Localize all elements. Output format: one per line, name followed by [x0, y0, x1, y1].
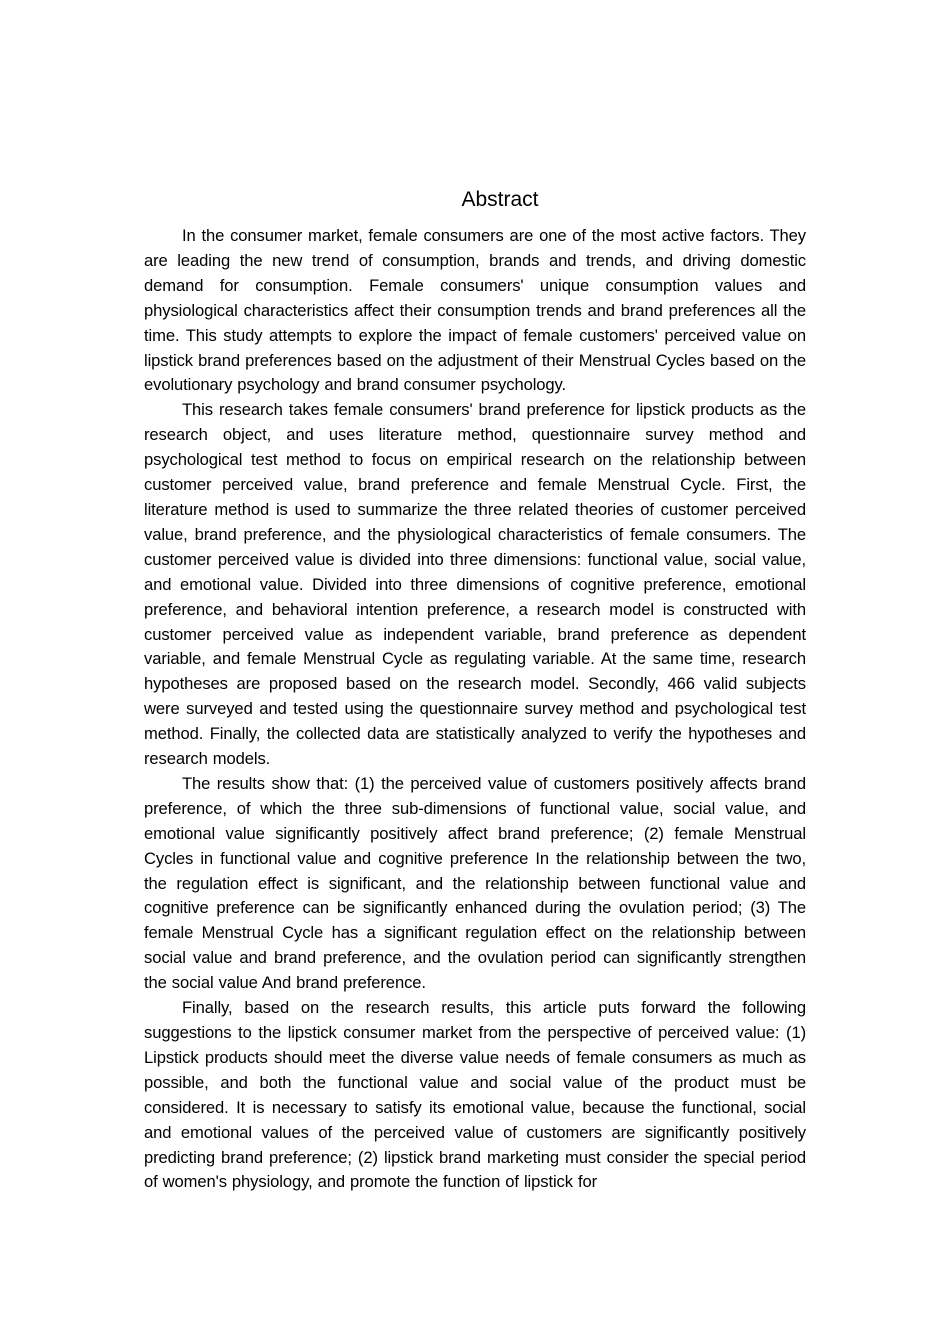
- abstract-title: Abstract: [461, 188, 539, 211]
- abstract-paragraph-2: This research takes female consumers' brand preference for lipstick products as the research object, and uses literature method, questionnaire survey method and psychological test method to focus on empirical research on the relationship between customer perceived value, brand preference and female Menstrual Cycle. First, the literature method is used to summarize the three related theories of customer perceived value, brand preference, and the physiological characteristics of female consumers. The customer perceived value is divided into three dimensions: functional value, social value, and emotional value. Divided into three dimensions of cognitive preference, emotional preference, and behavioral intention preference, a research model is constructed with customer perceived value as independent variable, brand preference as dependent variable, and female Menstrual Cycle as regulating variable. At the same time, research hypotheses are proposed based on the research model. Secondly, 466 valid subjects were surveyed and tested using the questionnaire survey method and psychological test method. Finally, the collected data are statistically analyzed to verify the hypotheses and research models.: [144, 400, 806, 769]
- abstract-paragraph-1: In the consumer market, female consumers are one of the most active factors. They are leading the new trend of consumption, brands and trends, and driving domestic demand for consumption. Female consumers' unique consumption values and physiological characteristics affect their consumption trends and brand preferences all the time. This study attempts to explore the impact of female customers' perceived value on lipstick brand preferences based on the adjustment of their Menstrual Cycles based on the evolutionary psychology and brand consumer psychology.: [144, 226, 806, 395]
- abstract-paragraph-4: Finally, based on the research results, this article puts forward the following suggestions to the lipstick consumer market from the perspective of perceived value: (1) Lipstick products should meet the diverse value needs of female consumers as much as possible, and both the functional value and social value of the product must be considered. It is necessary to satisfy its emotional value, because the functional, social and emotional values of the perceived value of customers are significantly positively predicting brand preference; (2) lipstick brand marketing must consider the special period of women's physiology, and promote the function of lipstick for: [144, 998, 806, 1192]
- abstract-body: [144, 224, 806, 1195]
- abstract-paragraph-3: The results show that: (1) the perceived value of customers positively affects brand preference, of which the three sub-dimensions of functional value, social value, and emotional value significantly positively affect brand preference; (2) female Menstrual Cycles in functional value and cognitive preference In the relationship between the two, the regulation effect is significant, and the relationship between functional value and cognitive preference can be significantly enhanced during the ovulation period; (3) The female Menstrual Cycle has a significant regulation effect on the relationship between social value and brand preference, and the ovulation period can significantly strengthen the social value And brand preference.: [144, 773, 806, 993]
